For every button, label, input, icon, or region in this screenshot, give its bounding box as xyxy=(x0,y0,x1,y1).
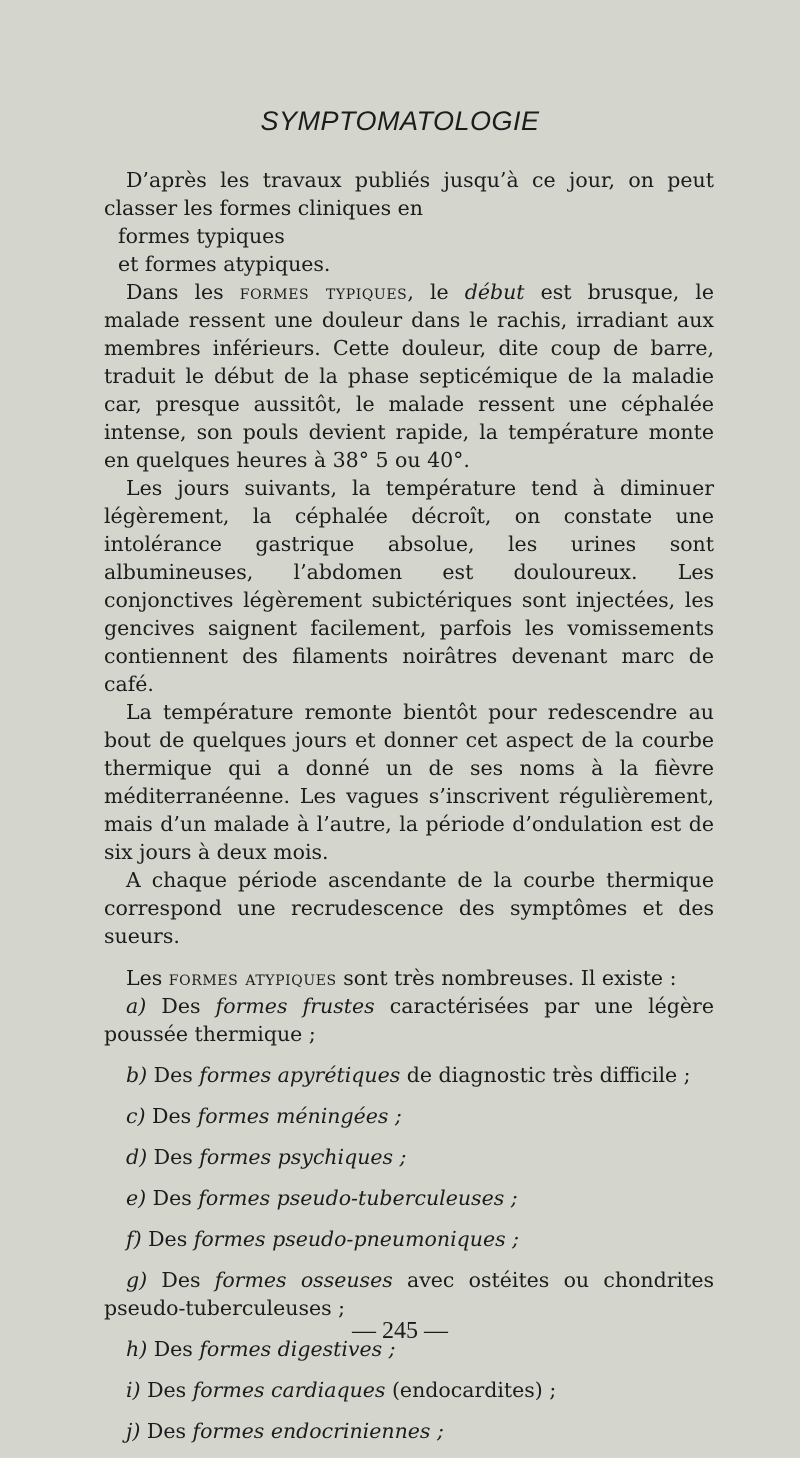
text-span: sont très nombreuses. Il existe : xyxy=(336,966,677,990)
text-span: Des xyxy=(153,1063,200,1087)
list-item xyxy=(104,1417,714,1445)
list-label: i) xyxy=(126,1378,141,1402)
list-item xyxy=(104,1184,714,1212)
emphasis-term: formes méningées ; xyxy=(197,1104,402,1128)
list-item xyxy=(104,1376,714,1404)
atypical-forms-list xyxy=(104,992,714,1445)
emphasis-term: formes endocriniennes ; xyxy=(192,1419,444,1443)
text-span: Les xyxy=(126,966,169,990)
intro-form-atypiques: et formes atypiques. xyxy=(118,252,331,276)
text-span: de diagnostic très difficile ; xyxy=(400,1063,691,1087)
small-caps-term: formes typiques xyxy=(239,280,408,304)
emphasis-term: formes pseudo-tuberculeuses ; xyxy=(198,1186,518,1210)
intro-paragraph: D’après les travaux publiés jusqu’à ce jour, on peut classer les formes cliniques en xyxy=(104,168,714,220)
text-span: Des xyxy=(153,1337,200,1361)
text-span: Des xyxy=(152,1186,199,1210)
small-caps-term: formes atypiques xyxy=(168,966,337,990)
emphasis-term: formes digestives ; xyxy=(199,1337,396,1361)
text-span: Des xyxy=(146,1419,193,1443)
list-item xyxy=(104,1061,714,1089)
intro-form-typiques: formes typiques xyxy=(118,224,285,248)
list-label: f) xyxy=(126,1227,142,1251)
list-label: c) xyxy=(126,1104,146,1128)
paragraph-formes-atypiques xyxy=(104,964,714,992)
page-number: — 245 — xyxy=(352,1318,448,1344)
text-span: Des xyxy=(153,1145,200,1169)
text-span: Des xyxy=(147,1378,193,1402)
text-span: (endocardites) ; xyxy=(385,1378,557,1402)
list-label: e) xyxy=(126,1186,147,1210)
text-span: est brusque, le malade ressent une douleur dans le rachis, irradiant aux membres inférieurs. Cette douleur, dite coup de barre, traduit le début de la phase septicémique de la maladie car, presque aussitôt, le malade ressent une céphalée intense, son pouls devient rapide, la température monte en quelques heures à 38° 5 ou 40°. xyxy=(104,280,714,472)
list-item xyxy=(104,1102,714,1130)
list-label: d) xyxy=(126,1145,148,1169)
list-label: a) xyxy=(126,994,147,1018)
emphasis-term: formes pseudo-pneumoniques ; xyxy=(193,1227,520,1251)
emphasis-term: formes apyrétiques xyxy=(199,1063,401,1087)
list-item xyxy=(104,1266,714,1322)
text-span: Des xyxy=(161,1268,215,1292)
text-span: Des xyxy=(152,1104,198,1128)
list-item xyxy=(104,1143,714,1171)
emphasis-term: début xyxy=(464,280,525,304)
paragraph-jours-suivants: Les jours suivants, la température tend à diminuer légèrement, la céphalée décroît, on constate une intolérance gastrique absolue, les urines sont albumineuses, l’abdomen est douloureux. Les conjonctives légèrement subictériques sont injectées, les gencives saignent facilement, parfois les vomissements contiennent des filaments noirâtres devenant marc de café. xyxy=(104,476,714,696)
body-text xyxy=(104,166,714,1458)
list-label: h) xyxy=(126,1337,148,1361)
text-span: Dans les xyxy=(126,280,240,304)
paragraph-formes-typiques xyxy=(104,278,714,474)
text-span: Des xyxy=(148,1227,194,1251)
text-span: , le xyxy=(407,280,465,304)
list-item xyxy=(104,992,714,1048)
emphasis-term: formes psychiques ; xyxy=(199,1145,407,1169)
emphasis-term: formes cardiaques xyxy=(192,1378,386,1402)
text-span: avec ostéites ou chondrites pseudo-tuberculeuses ; xyxy=(104,1268,714,1320)
emphasis-term: formes osseuses xyxy=(214,1268,393,1292)
list-item xyxy=(104,1225,714,1253)
page-title: SYMPTOMATOLOGIE xyxy=(260,106,540,136)
paragraph-periode-ascendante: A chaque période ascendante de la courbe thermique correspond une recrudescence des symptômes et des sueurs. xyxy=(104,868,714,948)
text-span: Des xyxy=(161,994,216,1018)
list-label: b) xyxy=(126,1063,148,1087)
paragraph-temperature: La température remonte bientôt pour redescendre au bout de quelques jours et donner cet aspect de la courbe thermique qui a donné un de ses noms à la fièvre méditerranéenne. Les vagues s’inscrivent régulièrement, mais d’un malade à l’autre, la période d’ondulation est de six jours à deux mois. xyxy=(104,700,714,864)
list-label: g) xyxy=(126,1268,148,1292)
list-label: j) xyxy=(126,1419,141,1443)
emphasis-term: formes frustes xyxy=(215,994,375,1018)
text-span: caractérisées par une légère poussée thermique ; xyxy=(104,994,714,1046)
